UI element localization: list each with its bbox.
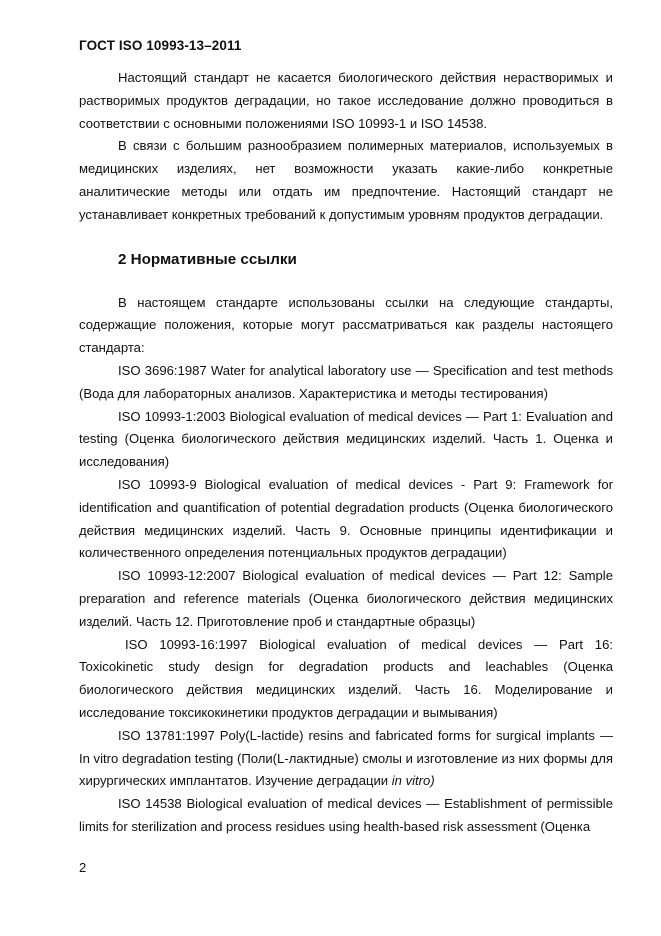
reference-iso-10993-1: ISO 10993-1:2003 Biological evaluation of medical devices — Part 1: Evaluation and testing (Оценка биологического действия медицинских изделий. Часть 1. Оценка и исследования) <box>79 408 613 470</box>
section-heading: 2 Нормативные ссылки <box>118 250 297 268</box>
reference-iso-10993-12: ISO 10993-12:2007 Biological evaluation of medical devices — Part 12: Sample preparation and reference materials (Оценка биологического действия медицинских изделий. Часть 12. Приготовление проб и стандартные образцы) <box>79 568 613 629</box>
intro-paragraph-2: В связи с большим разнообразием полимерных материалов, используемых в медицинских изделиях, нет возможности указать какие-либо конкретные аналитические методы или отдать им предпочтение. Настоящий стандарт не устанавливает конкретных требований к допустимым уровням продуктов деградации. <box>79 138 613 222</box>
intro-paragraph-1: Настоящий стандарт не касается биологического действия нерастворимых и растворимых продуктов деградации, но такое исследование должно проводиться в соответствии с основными положениями ISO 10993-1 и ISO 14538. <box>79 70 613 131</box>
reference-iso-10993-16: ISO 10993-16:1997 Biological evaluation of medical devices — Part 16: Toxicokinetic study design for degradation products and leachables (Оценка биологического действия медицинских изделий. Часть 16. Моделирование и исследование токсикокинетики продуктов деградации и вымывания) <box>79 636 613 720</box>
reference-iso-13781 <box>79 725 613 793</box>
reference-iso-13781-italic: in vitro) <box>391 773 435 789</box>
reference-iso-13781-text: ISO 13781:1997 Poly(L-lactide) resins and fabricated forms for surgical implants — In vitro degradation testing (Поли(L-лактидные) смолы и изготовление из них формы для хирургических имплантатов. Изучение деградации <box>79 727 613 789</box>
page-number: 2 <box>79 860 87 875</box>
document-code-header: ГОСТ ISO 10993-13–2011 <box>79 38 242 53</box>
document-body <box>79 67 613 839</box>
reference-iso-3696: ISO 3696:1987 Water for analytical laboratory use — Specification and test methods (Вода для лабораторных анализов. Характеристика и методы тестирования) <box>79 362 613 401</box>
reference-iso-14538: ISO 14538 Biological evaluation of medical devices — Establishment of permissible limits for sterilization and process residues using health-based risk assessment (Оценка <box>79 796 613 834</box>
reference-iso-10993-9: ISO 10993-9 Biological evaluation of medical devices - Part 9: Framework for identification and quantification of potential degradation products (Оценка биологического действия медицинских изделий. Часть 9. Основные принципы идентификации и количественного определения потенциальных продуктов деградации) <box>79 476 613 561</box>
section-intro-paragraph: В настоящем стандарте использованы ссылки на следующие стандарты, содержащие положения, которые могут рассматриваться как разделы настоящего стандарта: <box>79 294 613 356</box>
